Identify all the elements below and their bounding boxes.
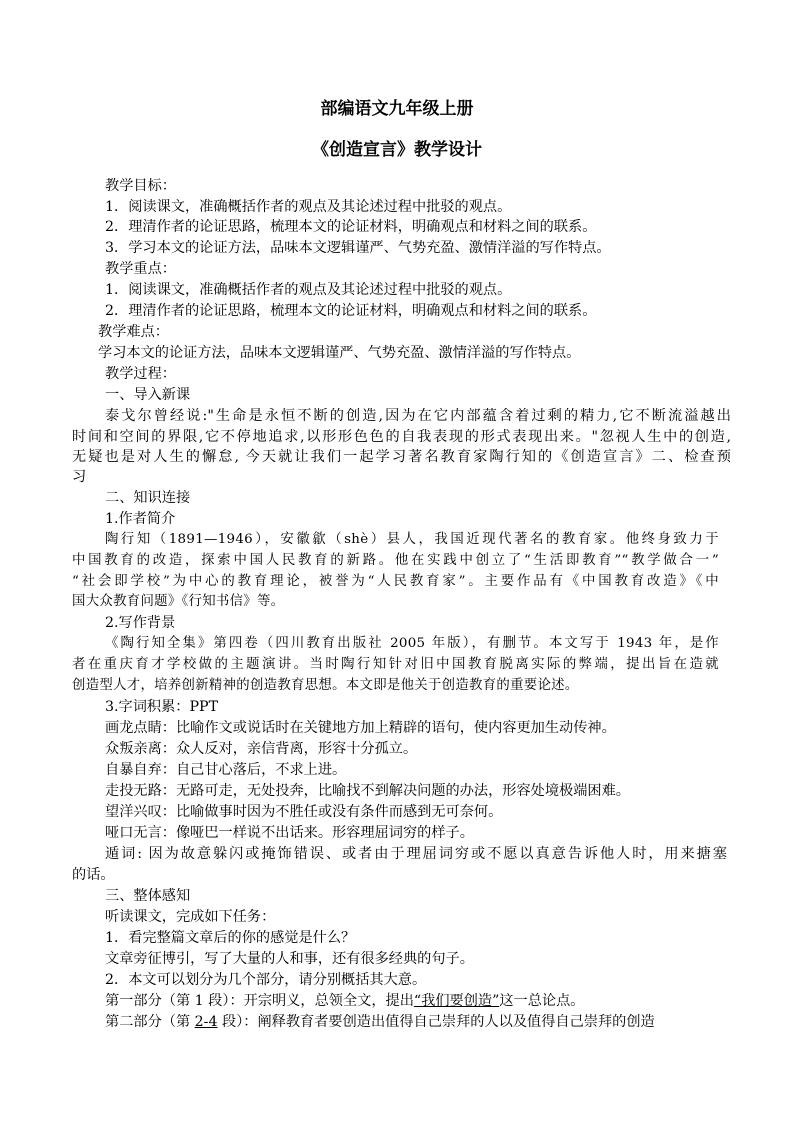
document-subtitle: 《创造宣言》教学设计 (312, 140, 482, 160)
part-2-suffix: 段）：阐释教育者要创造出值得自己崇拜的人以及值得自己崇拜的创造 (217, 1014, 655, 1030)
vocab-item: 走投无路：无路可走，无处投奔，比喻找不到解决问题的办法，形容处境极端困难。 (105, 783, 630, 799)
question-1: 1．看完整篇文章后的你的感觉是什么？ (105, 930, 356, 946)
objective-item: 1．阅读课文，准确概括作者的观点及其论述过程中批驳的观点。 (105, 199, 512, 215)
section-heading: 二、知识连接 (105, 490, 191, 506)
difficulties-text: 学习本文的论证方法，品味本文逻辑谨严、气势充盈、激情洋溢的写作特点。 (98, 345, 581, 361)
author-heading: 1.作者简介 (105, 511, 176, 527)
background-line: 创造型人才，培养创新精神的创造教育思想。本文即是他关于创造教育的重要论述。 (72, 678, 579, 693)
process-heading: 教学过程： (105, 366, 176, 382)
vocab-item: 自暴自弃：自己甘心落后，不求上进。 (105, 762, 347, 778)
objective-item: 2．理清作者的论证思路，梳理本文的论证材料，明确观点和材料之间的联系。 (105, 219, 597, 235)
part-2-prefix: 第二部分（第 (105, 1014, 195, 1030)
author-line: 中国教育的改造，探索中国人民教育的新路。他在实践中创立了“生活即教育”“教学做合一” (72, 553, 719, 568)
part-1-summary (105, 991, 584, 1011)
vocab-item: 望洋兴叹：比喻做事时因为不胜任或没有条件而感到无可奈何。 (105, 804, 503, 820)
task-intro: 听读课文，完成如下任务： (105, 909, 276, 925)
part-1-suffix: 这一总论点。 (499, 993, 585, 1009)
vocab-heading: 3.字词积累：PPT (105, 699, 219, 715)
part-2-summary (105, 1012, 655, 1032)
background-line: 《陶行知全集》第四卷（四川教育出版社 2005 年版），有删节。本文写于 1943 年，是作 (105, 636, 719, 651)
objective-item: 3．学习本文的论证方法，品味本文逻辑谨严、气势充盈、激情洋溢的写作特点。 (105, 240, 611, 256)
author-line: 陶行知（1891—1946），安徽歙（shè）县人，我国近现代著名的教育家。他终身致力于 (105, 532, 719, 547)
intro-paragraph-line: 习 (72, 469, 87, 485)
document-title: 部编语文九年级上册 (320, 99, 474, 119)
intro-paragraph-line: 时间和空间的界限,它不停地追求,以形形色色的自我表现的形式表现出来。"忽视人生中的创造, (72, 429, 731, 445)
part-1-prefix: 第一部分（第 1 段）：开宗明义，总领全文，提出 (105, 993, 414, 1009)
key-point-item: 2．理清作者的论证思路，梳理本文的论证材料，明确观点和材料之间的联系。 (105, 303, 597, 319)
author-line: 国大众教育问题》《行知书信》等。 (72, 594, 285, 609)
vocab-item: 的话。 (72, 867, 115, 883)
author-line: “社会即学校”为中心的教育理论，被誉为“人民教育家”。主要作品有《中国教育改造》《中 (72, 574, 719, 589)
vocab-item: 画龙点睛：比喻作文或说话时在关键地方加上精辟的语句，使内容更加生动传神。 (105, 720, 616, 736)
section-heading: 一、导入新课 (105, 387, 191, 403)
difficulties-heading: 教学难点： (98, 324, 169, 340)
vocab-item: 遁词: 因为故意躲闪或掩饰错误、或者由于理屈词穷或不愿以真意告诉他人时，用来搪塞 (105, 846, 727, 862)
key-point-item: 1．阅读课文，准确概括作者的观点及其论述过程中批驳的观点。 (105, 282, 512, 298)
vocab-item: 众叛亲离：众人反对，亲信背离，形容十分孤立。 (105, 741, 418, 757)
section-heading: 三、整体感知 (105, 888, 191, 904)
part-1-thesis: “我们要创造” (413, 993, 500, 1009)
objectives-heading: 教学目标： (105, 178, 176, 194)
key-points-heading: 教学重点： (105, 261, 176, 277)
vocab-item: 哑口无言：像哑巴一样说不出话来。形容理屈词穷的样子。 (105, 825, 474, 841)
answer-1: 文章旁征博引，写了大量的人和事，还有很多经典的句子。 (105, 951, 474, 967)
intro-paragraph-line: 泰戈尔曾经说:"生命是永恒不断的创造,因为在它内部蕴含着过剩的精力,它不断流溢越出 (105, 408, 731, 424)
part-2-range: 2-4 (194, 1014, 218, 1030)
intro-paragraph-line: 无疑也是对人生的懈怠, 今天就让我们一起学习著名教育家陶行知的《创造宣言》二、检查预 (72, 449, 731, 465)
question-2: 2．本文可以划分为几个部分，请分别概括其大意。 (105, 972, 427, 988)
background-heading: 2.写作背景 (105, 615, 176, 631)
background-line: 者在重庆育才学校做的主题演讲。当时陶行知针对旧中国教育脱离实际的弊端，提出旨在造就 (72, 657, 719, 672)
